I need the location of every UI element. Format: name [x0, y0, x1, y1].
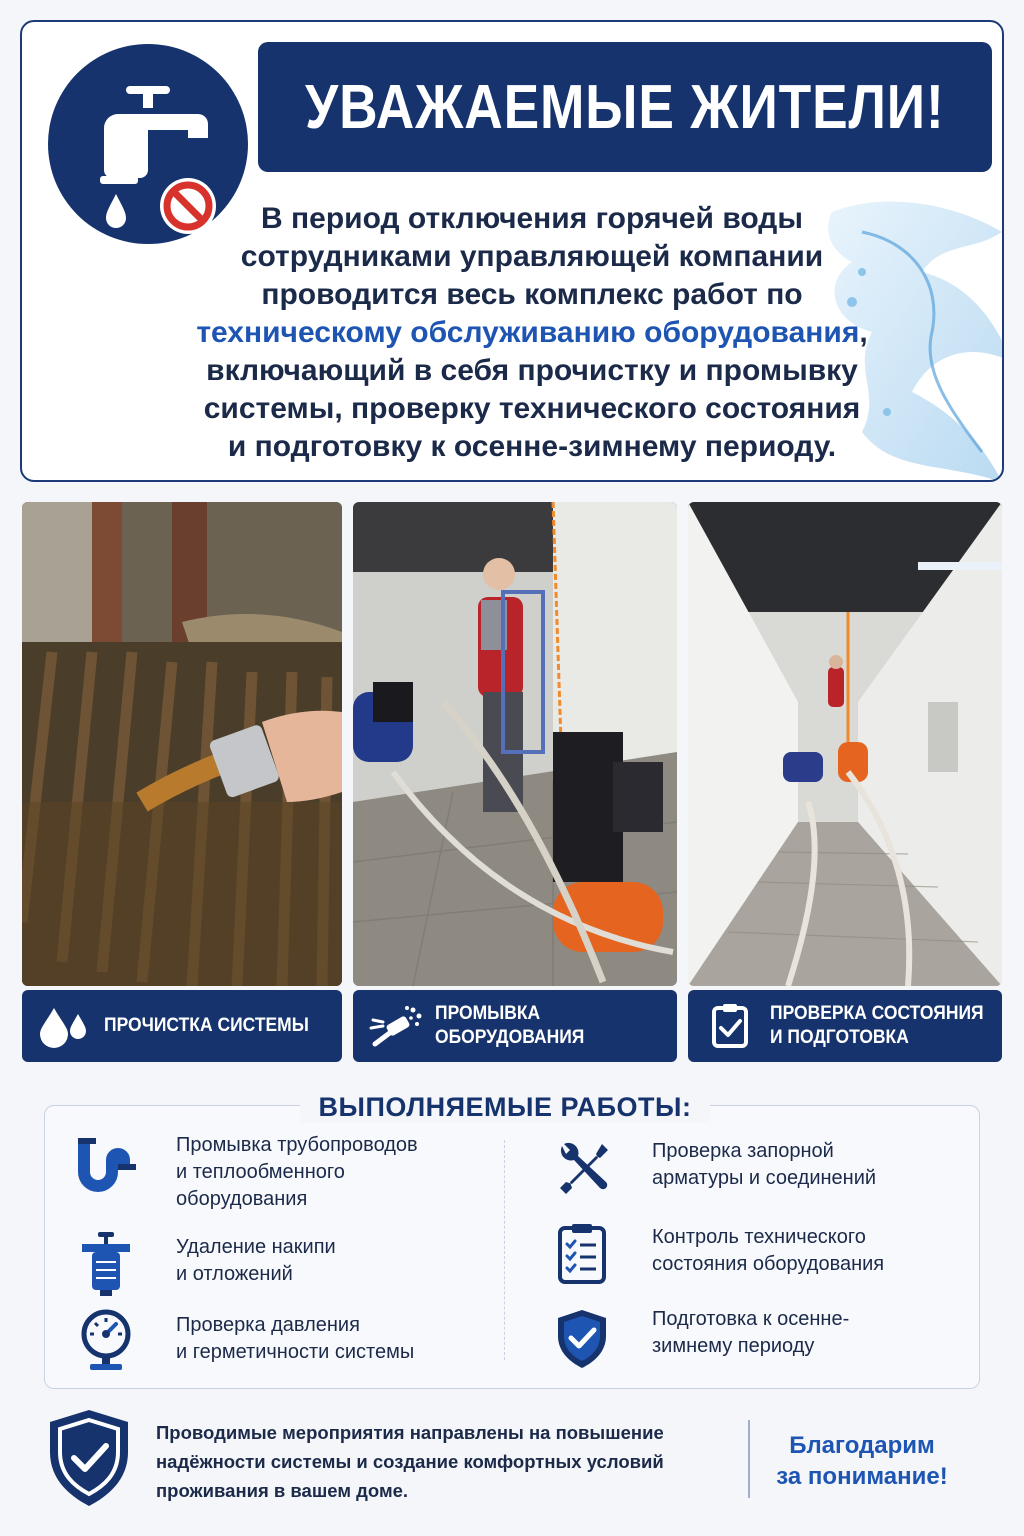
work-line: Проверка запорной: [652, 1140, 834, 1162]
pipe-icon: [76, 1132, 136, 1196]
work-line: и герметичности системы: [176, 1341, 415, 1363]
wrench-screwdriver-icon: [552, 1138, 612, 1202]
work-text: [176, 1132, 418, 1213]
caption-equipment-flushing: [353, 990, 677, 1062]
photo-equipment-flushing: [353, 502, 677, 986]
shield-check-icon: [552, 1306, 612, 1370]
work-text: [176, 1234, 336, 1288]
intro-line: проводится весь комплекс работ по: [261, 278, 803, 311]
intro-card: [20, 20, 1004, 482]
caption-line: ПРОМЫВКА: [435, 1003, 541, 1024]
works-title: ВЫПОЛНЯЕМЫЕ РАБОТЫ:: [300, 1092, 710, 1123]
work-line: Удаление накипи: [176, 1236, 336, 1258]
work-line: Подготовка к осенне-: [652, 1308, 850, 1330]
work-line: и отложений: [176, 1263, 293, 1285]
footer-line: надёжности системы и создание комфортных условий: [156, 1451, 664, 1472]
caption-label: [435, 1002, 584, 1050]
work-item-condition-control: [552, 1222, 884, 1286]
work-line: Контроль технического: [652, 1226, 866, 1248]
work-line: и теплообменного: [176, 1161, 345, 1183]
thanks-text: [762, 1430, 962, 1492]
footer-line: проживания в вашем доме.: [156, 1480, 409, 1501]
intro-highlight-suffix: ,: [859, 316, 868, 349]
caption-line: ОБОРУДОВАНИЯ: [435, 1027, 585, 1048]
caption-label: ПРОЧИСТКА СИСТЕМЫ: [104, 1015, 309, 1036]
intro-line: включающий в себя прочистку и промывку: [206, 354, 858, 387]
filter-valve-icon: [76, 1232, 136, 1296]
shield-check-icon: [46, 1408, 132, 1508]
works-divider: [504, 1140, 505, 1360]
work-item-scale-removal: [76, 1232, 336, 1296]
clipboard-check-icon: [702, 1004, 758, 1048]
page-title: УВАЖАЕМЫЕ ЖИТЕЛИ!: [305, 72, 945, 142]
title-banner: [258, 42, 992, 172]
intro-highlight: техническому обслуживанию оборудования: [196, 316, 860, 349]
work-item-valve-check: [552, 1138, 876, 1202]
intro-text: [172, 200, 892, 466]
intro-line: и подготовку к осенне-зимнему периоду.: [227, 430, 837, 463]
caption-line: ПРОВЕРКА СОСТОЯНИЯ: [770, 1003, 984, 1024]
caption-condition-check: [688, 990, 1002, 1062]
work-line: оборудования: [176, 1188, 308, 1210]
water-drops-icon: [36, 1004, 92, 1048]
work-text: [652, 1138, 876, 1192]
footer-line: Проводимые мероприятия направлены на повышение: [156, 1422, 664, 1443]
photo-system-cleaning: [22, 502, 342, 986]
work-item-pressure-check: [76, 1308, 414, 1372]
footer-text: [156, 1418, 726, 1505]
intro-line: В период отключения горячей воды: [261, 202, 803, 235]
work-text: [176, 1312, 414, 1366]
work-line: Проверка давления: [176, 1314, 360, 1336]
work-line: состояния оборудования: [652, 1253, 885, 1275]
pressure-gauge-icon: [76, 1308, 136, 1372]
work-line: арматуры и соединений: [652, 1167, 877, 1189]
work-line: зимнему периоду: [652, 1335, 815, 1357]
thanks-line: за понимание!: [776, 1463, 948, 1490]
work-item-autumn-winter-prep: [552, 1306, 849, 1370]
work-item-pipe-flushing: [76, 1132, 418, 1213]
footer-divider: [748, 1420, 750, 1498]
checklist-icon: [552, 1222, 612, 1286]
intro-line: [172, 314, 892, 352]
caption-label: [770, 1002, 984, 1050]
work-text: [652, 1224, 884, 1278]
spray-nozzle-icon: [367, 1004, 423, 1048]
caption-system-cleaning: [22, 990, 342, 1062]
thanks-line: Благодарим: [789, 1432, 935, 1459]
caption-line: И ПОДГОТОВКА: [770, 1027, 909, 1048]
intro-line: сотрудниками управляющей компании: [240, 240, 824, 273]
photo-condition-check: [688, 502, 1002, 986]
intro-line: системы, проверку технического состояния: [203, 392, 861, 425]
work-text: [652, 1306, 849, 1360]
work-line: Промывка трубопроводов: [176, 1134, 418, 1156]
